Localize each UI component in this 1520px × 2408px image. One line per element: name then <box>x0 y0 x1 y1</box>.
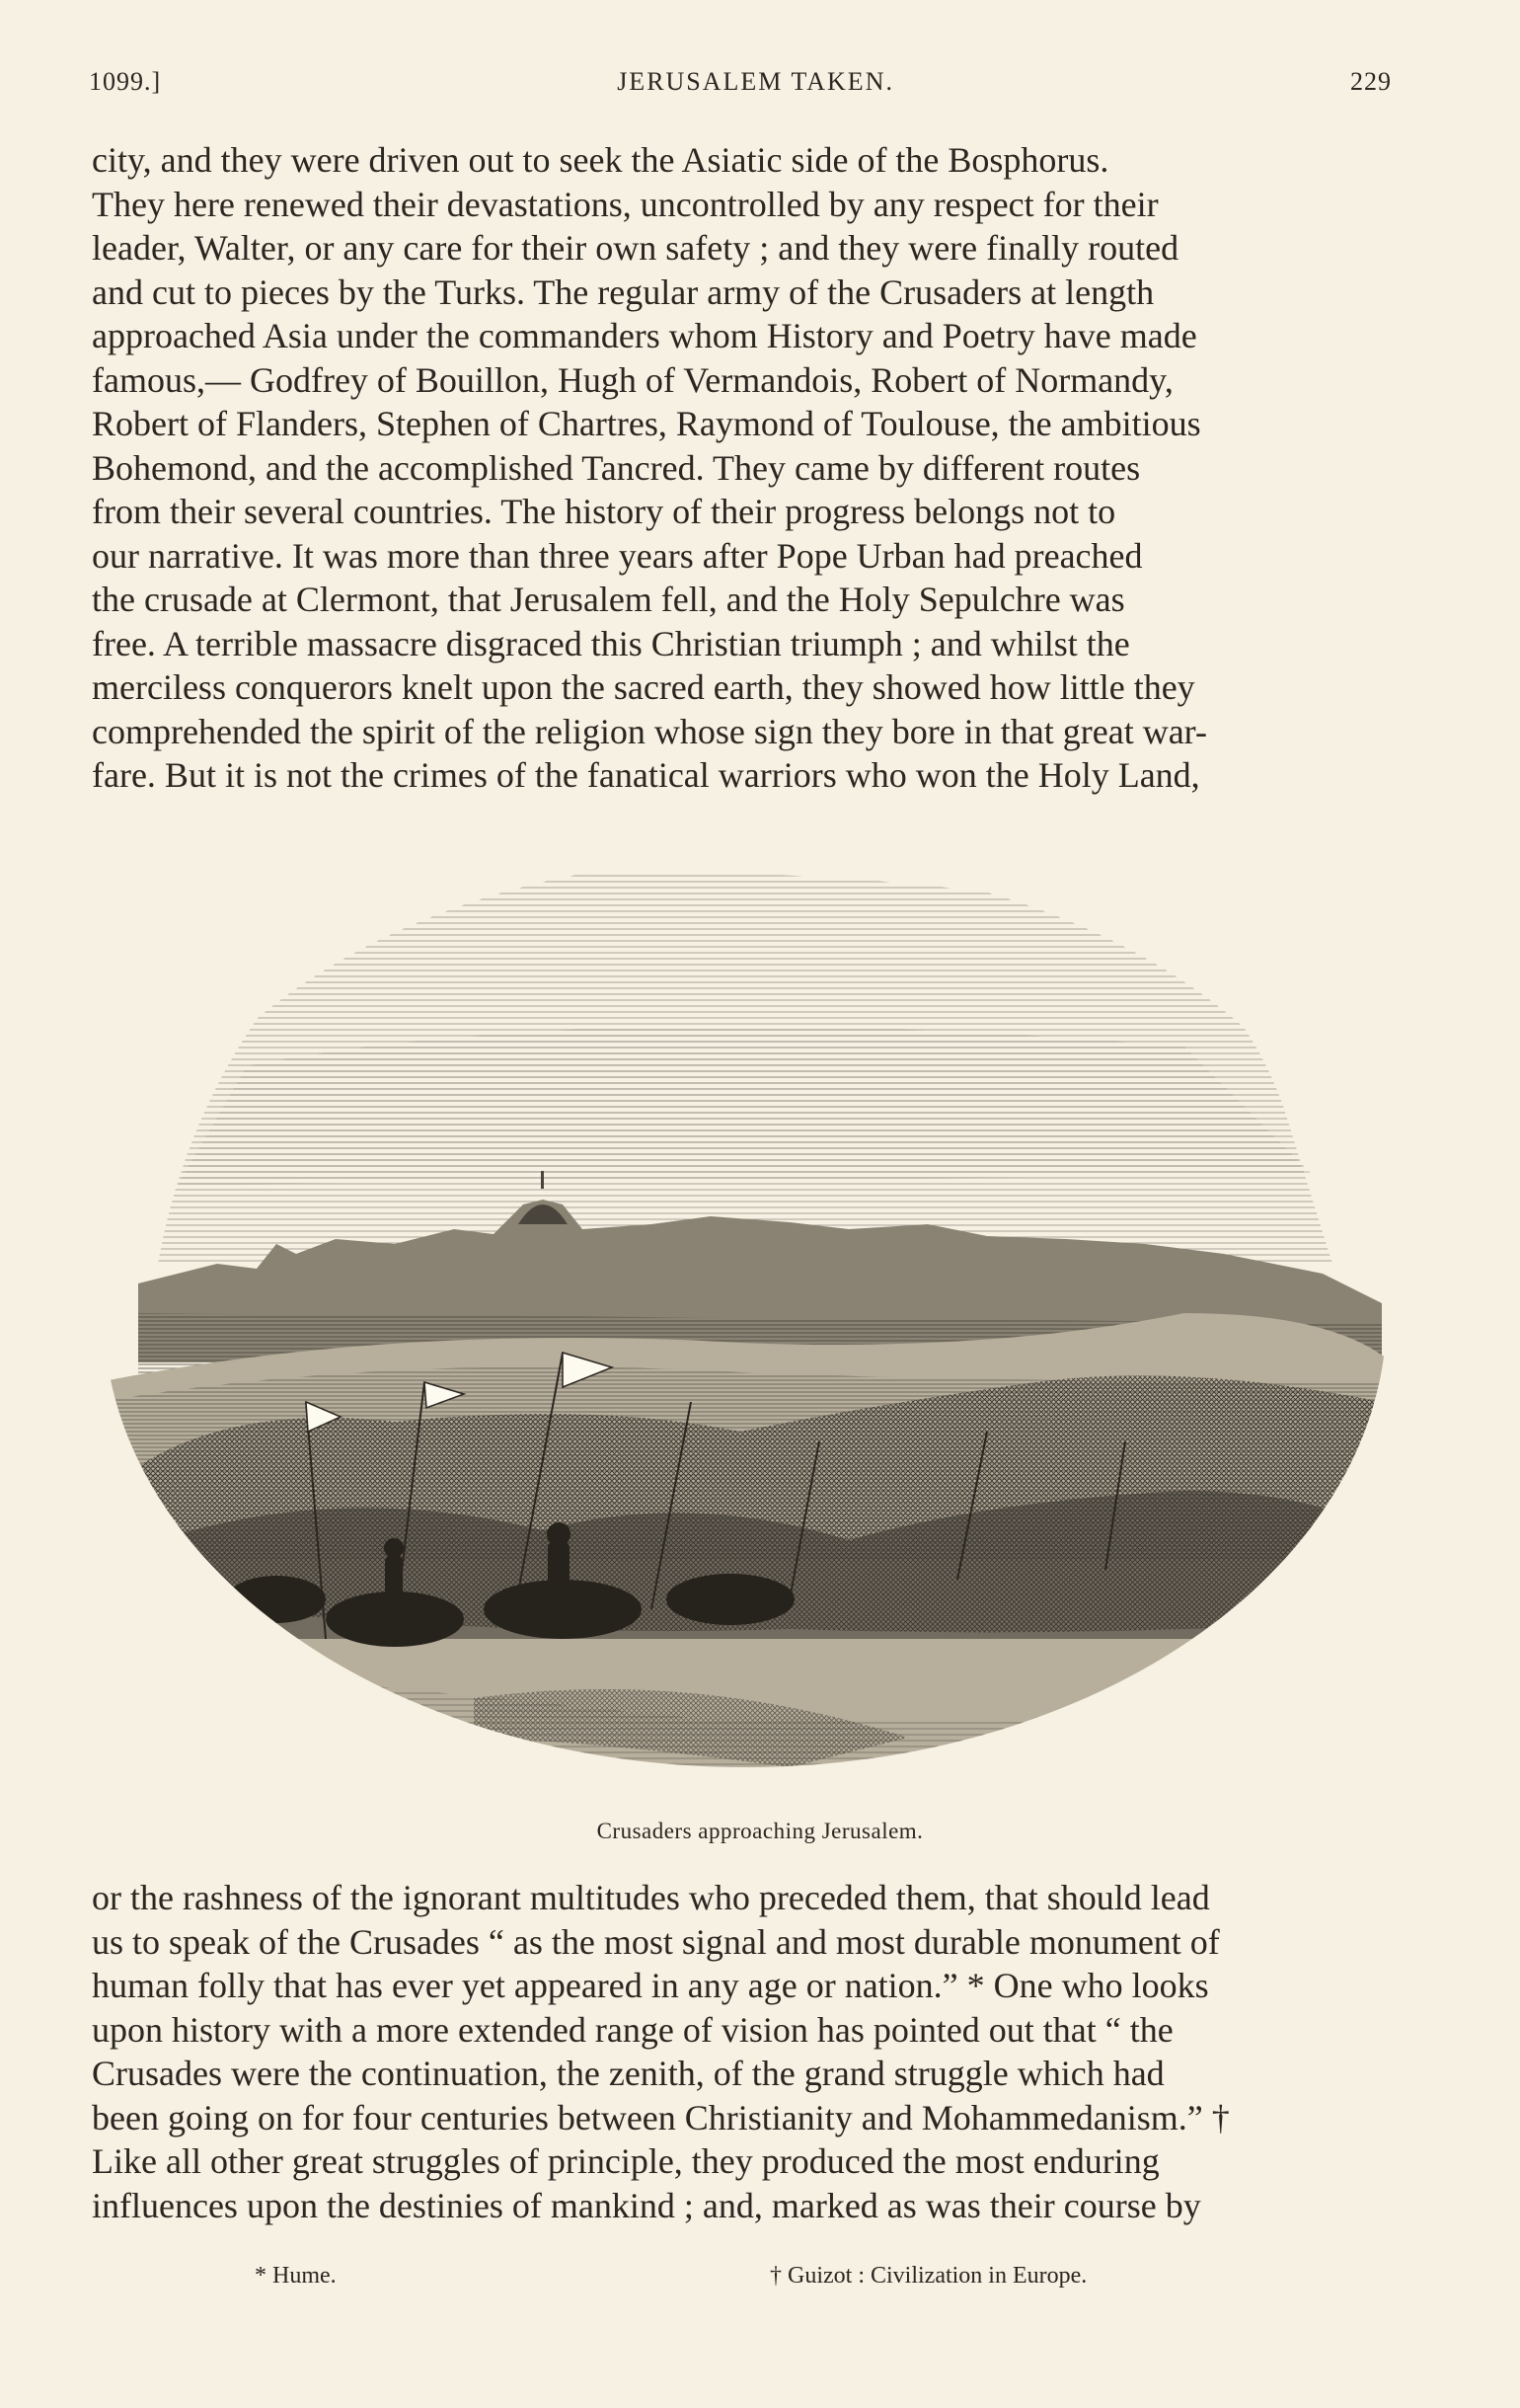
text-line: us to speak of the Crusades “ as the most signal and most durable monument of <box>92 1921 1220 1962</box>
text-line: and cut to pieces by the Turks. The regular army of the Crusaders at length <box>92 272 1155 312</box>
paragraph-top <box>92 138 1385 798</box>
text-line: merciless conquerors knelt upon the sacred earth, they showed how little they <box>92 667 1195 707</box>
text-line: upon history with a more extended range of vision has pointed out that “ the <box>92 2009 1174 2050</box>
engraving-illustration <box>99 849 1392 1797</box>
body-text-top <box>92 138 1385 798</box>
footnote-hume: * Hume. <box>255 2263 337 2289</box>
body-text-bottom <box>92 1876 1385 2227</box>
text-line: the crusade at Clermont, that Jerusalem fell, and the Holy Sepulchre was <box>92 580 1125 619</box>
text-line: from their several countries. The history of their progress belongs not to <box>92 492 1116 531</box>
text-line: approached Asia under the commanders whom History and Poetry have made <box>92 316 1197 355</box>
header-title: JERUSALEM TAKEN. <box>617 67 894 96</box>
text-line: Like all other great struggles of principle, they produced the most enduring <box>92 2141 1160 2181</box>
text-line: leader, Walter, or any care for their own safety ; and they were finally routed <box>92 228 1179 268</box>
text-line: our narrative. It was more than three years after Pope Urban had preached <box>92 535 1143 576</box>
text-line: famous,— Godfrey of Bouillon, Hugh of Vermandois, Robert of Normandy, <box>92 359 1174 400</box>
text-line: fare. But it is not the crimes of the fanatical warriors who won the Holy Land, <box>92 755 1200 795</box>
text-line: comprehended the spirit of the religion whose sign they bore in that great war- <box>92 711 1207 751</box>
text-line: Robert of Flanders, Stephen of Chartres, Raymond of Toulouse, the ambitious <box>92 404 1201 443</box>
text-line: They here renewed their devastations, uncontrolled by any respect for their <box>92 184 1159 224</box>
text-line: free. A terrible massacre disgraced this Christian triumph ; and whilst the <box>92 623 1130 663</box>
running-header <box>89 67 1392 97</box>
footnote-guizot: † Guizot : Civilization in Europe. <box>770 2263 1088 2289</box>
header-year: 1099.] <box>89 67 162 96</box>
text-line: or the rashness of the ignorant multitudes who preceded them, that should lead <box>92 1878 1210 1917</box>
paragraph-bottom <box>92 1876 1385 2227</box>
text-line: Bohemond, and the accomplished Tancred. They came by different routes <box>92 447 1141 488</box>
figure-caption: Crusaders approaching Jerusalem. <box>596 1819 924 1843</box>
page-number: 229 <box>1349 67 1392 96</box>
engraving-drawing <box>99 849 1392 1797</box>
text-line: Crusades were the continuation, the zenith, of the grand struggle which had <box>92 2054 1165 2093</box>
text-line: influences upon the destinies of mankind ; and, marked as was their course by <box>92 2185 1201 2225</box>
text-line: human folly that has ever yet appeared in any age or nation.” * One who looks <box>92 1966 1209 2005</box>
text-line: been going on for four centuries between Christianity and Mohammedanism.” † <box>92 2097 1230 2137</box>
text-line: city, and they were driven out to seek the Asiatic side of the Bosphorus. <box>92 140 1109 180</box>
